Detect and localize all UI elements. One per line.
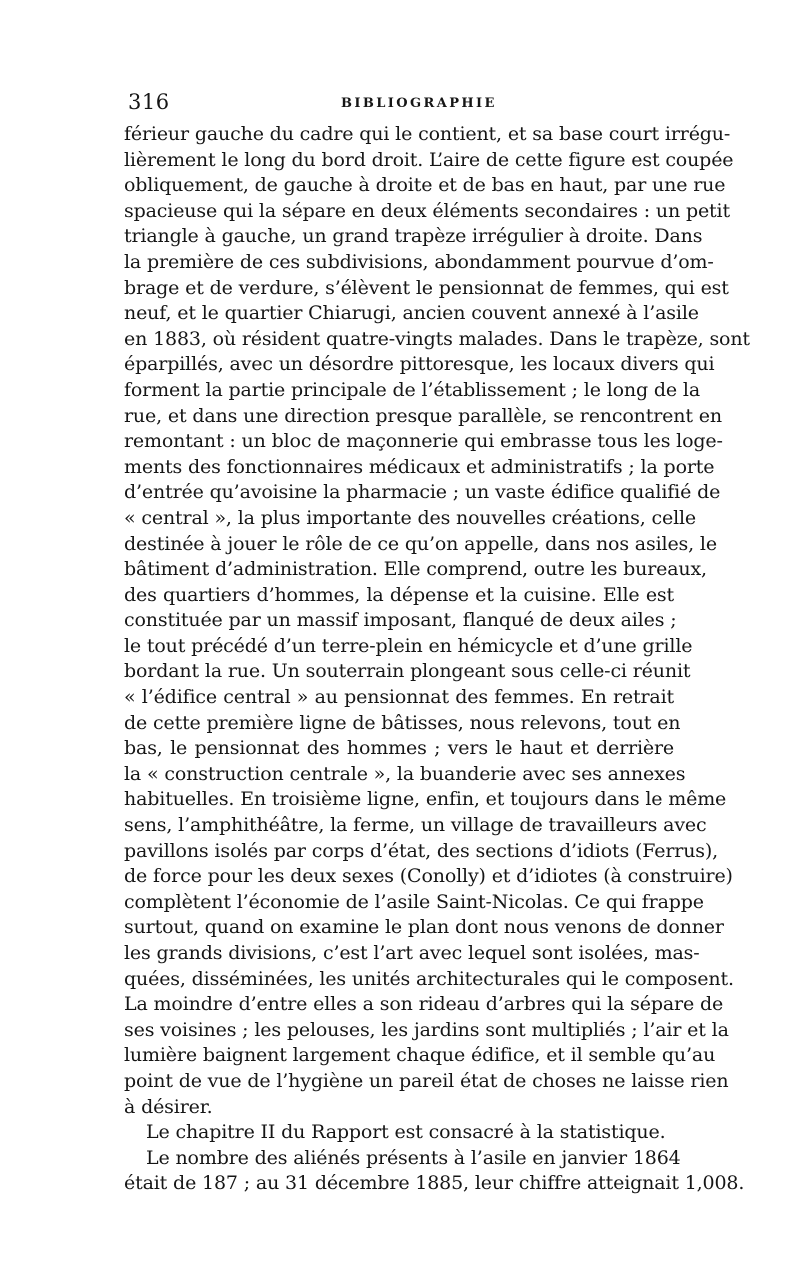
text-line: complètent l’économie de l’asile Saint-Nicolas. Ce qui frappe — [124, 890, 704, 913]
text-line: rue, et dans une direction presque parallèle, se rencontrent en — [124, 404, 722, 427]
text-line: d’entrée qu’avoisine la pharmacie ; un vaste édifice qualifié de — [124, 481, 721, 504]
text-line: « central », la plus importante des nouvelles créations, celle — [124, 506, 697, 529]
text-line: était de 187 ; au 31 décembre 1885, leur chiffre atteignait 1,008. — [124, 1172, 745, 1195]
text-line: point de vue de l’hygiène un pareil état de choses ne laisse rien — [124, 1069, 729, 1092]
text-line: éparpillés, avec un désordre pittoresque, les locaux divers qui — [124, 353, 715, 376]
text-line: bas, le pensionnat des hommes ; vers le haut et derrière — [124, 737, 674, 760]
text-line: La moindre d’entre elles a son rideau d’arbres qui la sépare de — [124, 993, 724, 1016]
text-line: sens, l’amphithéâtre, la ferme, un village de travailleurs avec — [124, 814, 707, 837]
text-line: habituelles. En troisième ligne, enfin, et toujours dans le même — [124, 788, 727, 811]
text-line: forment la partie principale de l’établissement ; le long de la — [124, 378, 701, 401]
text-line: des quartiers d’hommes, la dépense et la cuisine. Elle est — [124, 583, 674, 606]
text-line: obliquement, de gauche à droite et de bas en haut, par une rue — [124, 174, 726, 197]
body-text — [124, 122, 750, 1197]
text-line: Le chapitre II du Rapport est consacré à la statistique. — [146, 1121, 666, 1144]
text-line: de cette première ligne de bâtisses, nous relevons, tout en — [124, 711, 681, 734]
text-line: constituée par un massif imposant, flanqué de deux ailes ; — [124, 609, 677, 632]
text-line: bordant la rue. Un souterrain plongeant sous celle-ci réunit — [124, 660, 691, 683]
text-line: surtout, quand on examine le plan dont nous venons de donner — [124, 916, 724, 939]
text-line: les grands divisions, c’est l’art avec lequel sont isolées, mas- — [124, 942, 700, 964]
text-line: ses voisines ; les pelouses, les jardins sont multipliés ; l’air et la — [124, 1018, 729, 1041]
text-line: remontant : un bloc de maçonnerie qui embrasse tous les loge- — [124, 430, 723, 453]
text-line: triangle à gauche, un grand trapèze irrégulier à droite. Dans — [124, 225, 703, 248]
text-line: de force pour les deux sexes (Conolly) et d’idiotes (à construire) — [124, 865, 733, 888]
text-line: en 1883, où résident quatre-vingts malades. Dans le trapèze, sont — [124, 327, 750, 350]
text-line: à désirer. — [124, 1095, 213, 1118]
text-line: la « construction centrale », la buanderie avec ses annexes — [124, 762, 686, 785]
text-line: « l’édifice central » au pensionnat des femmes. En retrait — [124, 686, 674, 709]
text-line: lumière baignent largement chaque édifice, et il semble qu’au — [124, 1044, 716, 1067]
running-title: BIBLIOGRAPHIE — [341, 96, 497, 111]
text-line: bâtiment d’administration. Elle comprend, outre les bureaux, — [124, 558, 707, 581]
text-line: pavillons isolés par corps d’état, des sections d’idiots (Ferrus), — [124, 839, 719, 862]
text-line: neuf, et le quartier Chiarugi, ancien couvent annexé à l’asile — [124, 302, 699, 325]
text-line: destinée à jouer le rôle de ce qu’on appelle, dans nos asiles, le — [124, 532, 717, 555]
text-line: ments des fonctionnaires médicaux et administratifs ; la porte — [124, 455, 715, 478]
text-line: lièrement le long du bord droit. L’aire de cette figure est coupée — [124, 148, 734, 171]
text-line: la première de ces subdivisions, abondamment pourvue d’om- — [124, 250, 714, 273]
page-number: 316 — [128, 90, 170, 114]
text-line: spacieuse qui la sépare en deux éléments secondaires : un petit — [124, 199, 730, 222]
text-line: brage et de verdure, s’élèvent le pensionnat de femmes, qui est — [124, 276, 729, 299]
text-line: Le nombre des aliénés présents à l’asile en janvier 1864 — [146, 1146, 681, 1169]
text-line: quées, disséminées, les unités architecturales qui le composent. — [124, 967, 734, 990]
text-line: férieur gauche du cadre qui le contient, et sa base court irrégu- — [124, 123, 731, 145]
text-line: le tout précédé d’un terre-plein en hémicycle et d’une grille — [124, 634, 693, 657]
